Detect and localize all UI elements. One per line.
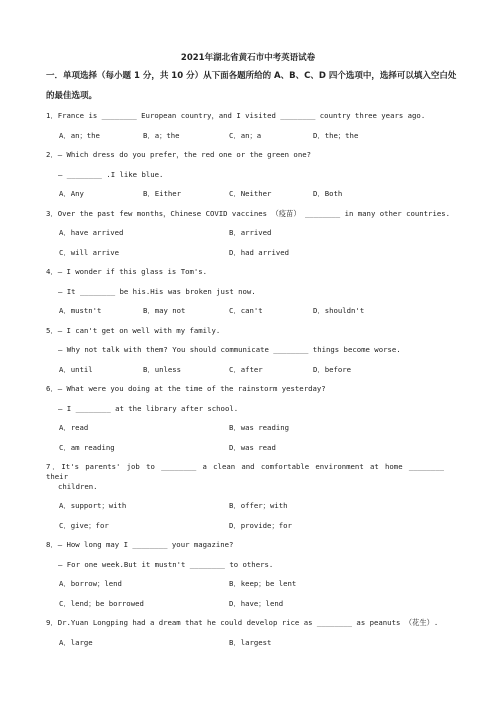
section-heading-line1: 一．单项选择（每小题 1 分，共 10 分）从下面各题所给的 A、B、C、D 四个选项中，选择可以填入空白处 — [46, 71, 457, 81]
question-1-stem: 1．France is ________ European country，and I visited ________ country three years ago. — [46, 111, 426, 120]
page-title: 2021年湖北省黄石市中考英语试卷 — [180, 53, 316, 63]
question-7-stem-continued: children. — [58, 482, 98, 491]
question-6-option-b: B．was reading — [229, 423, 290, 432]
question-7-stem: 7．It's parents' job to ________ a clean and comfortable environment at home ________ their — [46, 462, 444, 481]
section-heading — [46, 66, 456, 106]
question-1-option-c: C．an；a — [229, 131, 262, 140]
question-6-option-a: A．read — [59, 423, 89, 432]
question-2-stem: 2．— Which dress do you prefer，the red one or the green one? — [46, 150, 312, 159]
section-heading-line2: 的最佳选项。 — [46, 91, 98, 101]
question-2-option-a: A．Any — [59, 189, 84, 198]
question-2-option-b: B．Either — [143, 189, 182, 198]
question-6-reply: — I ________ at the library after school. — [58, 404, 239, 413]
question-9-option-a: A．large — [59, 638, 93, 647]
question-5-stem: 5．— I can't get on well with my family. — [46, 326, 221, 335]
question-3-option-a: A．have arrived — [59, 228, 124, 237]
question-6-stem: 6．— What were you doing at the time of the rainstorm yesterday? — [46, 384, 326, 393]
question-1-option-b: B．a；the — [143, 131, 180, 140]
question-4-stem: 4．— I wonder if this glass is Tom's. — [46, 267, 208, 276]
question-3-option-c: C．will arrive — [59, 248, 120, 257]
question-3-stem: 3．Over the past few months，Chinese COVID vaccines （疫苗） ________ in many other countries. — [46, 209, 451, 218]
question-1-option-a: A．an；the — [59, 131, 100, 140]
question-5-reply: — Why not talk with them? You should communicate ________ things become worse. — [58, 345, 401, 354]
question-2-option-c: C．Neither — [229, 189, 272, 198]
question-2-option-d: D．Both — [313, 189, 343, 198]
question-6-option-d: D．was read — [229, 443, 276, 452]
question-8-stem: 8．— How long may I ________ your magazine? — [46, 540, 234, 549]
question-4-option-b: B．may not — [143, 306, 186, 315]
question-3-option-b: B．arrived — [229, 228, 272, 237]
question-8-option-d: D．have；lend — [229, 599, 284, 608]
question-3-option-d: D．had arrived — [229, 248, 290, 257]
question-5-option-c: C．after — [229, 365, 263, 374]
question-4-option-c: C．can't — [229, 306, 263, 315]
question-7-option-a: A．support；with — [59, 501, 127, 510]
question-5-option-a: A．until — [59, 365, 93, 374]
question-5-option-d: D．before — [313, 365, 352, 374]
question-8-option-b: B．keep；be lent — [229, 579, 297, 588]
question-9-stem: 9．Dr.Yuan Longping had a dream that he could develop rice as ________ as peanuts （花生）. — [46, 618, 439, 627]
question-8-option-a: A．borrow；lend — [59, 579, 122, 588]
question-8-reply: — For one week.But it mustn't ________ to others. — [58, 560, 274, 569]
question-4-option-a: A．mustn't — [59, 306, 102, 315]
question-2-reply: — ________ .I like blue. — [58, 170, 164, 179]
question-6-option-c: C．am reading — [59, 443, 115, 452]
question-1-option-d: D．the；the — [313, 131, 359, 140]
question-8-option-c: C．lend；be borrowed — [59, 599, 144, 608]
question-9-option-b: B．largest — [229, 638, 272, 647]
question-7-option-d: D．provide；for — [229, 521, 292, 530]
question-7-option-b: B．offer；with — [229, 501, 288, 510]
question-4-reply: — It ________ be his.His was broken just now. — [58, 287, 256, 296]
question-4-option-d: D．shouldn't — [313, 306, 365, 315]
question-5-option-b: B．unless — [143, 365, 182, 374]
question-7-option-c: C．give；for — [59, 521, 109, 530]
